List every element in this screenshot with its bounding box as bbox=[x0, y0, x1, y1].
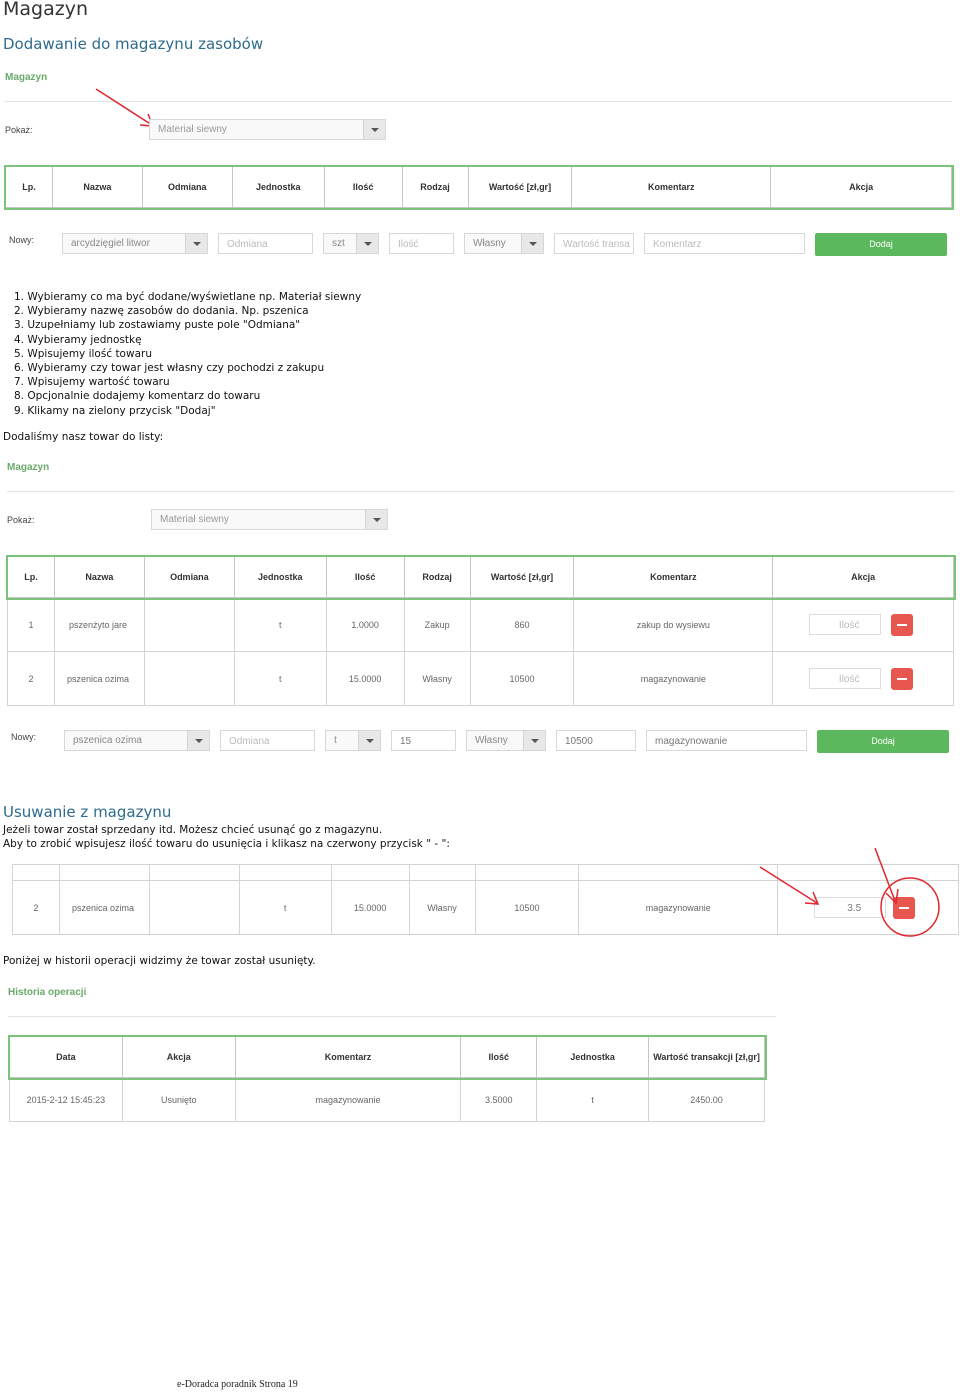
col-variety: Odmiana bbox=[144, 557, 234, 598]
value-input[interactable]: 10500 bbox=[556, 730, 636, 751]
chevron-down-icon bbox=[363, 120, 385, 139]
type-select[interactable] bbox=[466, 730, 546, 751]
warehouse-panel-title: Magazyn bbox=[7, 462, 50, 473]
cell-lp: 1 bbox=[8, 598, 55, 652]
cell-type: Zakup bbox=[404, 598, 470, 652]
chevron-down-icon bbox=[521, 234, 543, 253]
qty-input[interactable]: 15 bbox=[391, 730, 456, 751]
red-arrows-circle-annotation bbox=[755, 845, 955, 940]
variety-input[interactable]: Odmiana bbox=[220, 730, 315, 751]
col-value: Wartość [zł,gr] bbox=[470, 557, 574, 598]
cell-lp: 2 bbox=[8, 652, 55, 706]
col-type: Rodzaj bbox=[404, 557, 470, 598]
chevron-down-icon bbox=[365, 510, 387, 529]
col-unit: Jednostka bbox=[537, 1037, 649, 1078]
resource-type-select[interactable] bbox=[149, 119, 386, 140]
col-unit: Jednostka bbox=[234, 557, 326, 598]
history-table bbox=[9, 1036, 765, 1122]
table-row bbox=[10, 1078, 765, 1122]
type-select[interactable] bbox=[464, 233, 544, 254]
col-action: Akcja bbox=[122, 1037, 235, 1078]
new-row-label: Nowy: bbox=[11, 732, 37, 742]
col-lp: Lp. bbox=[8, 557, 55, 598]
comment-input[interactable]: magazynowanie bbox=[646, 730, 807, 751]
col-value: Wartość [zł,gr] bbox=[468, 167, 572, 208]
type-select-value: Własny bbox=[473, 238, 506, 249]
warehouse-table bbox=[7, 556, 954, 706]
list-item: 9. Klikamy na zielony przycisk "Dodaj" bbox=[14, 404, 216, 417]
section-add-heading: Dodawanie do magazynu zasobów bbox=[3, 35, 264, 53]
unit-select-value: t bbox=[334, 735, 337, 746]
value-input[interactable]: Wartość transa bbox=[554, 233, 634, 254]
cell-comment: magazynowanie bbox=[579, 881, 778, 935]
cell-value: 10500 bbox=[470, 652, 574, 706]
divider bbox=[8, 1016, 776, 1017]
variety-input[interactable]: Odmiana bbox=[218, 233, 313, 254]
resource-type-value: Materiał siewny bbox=[160, 514, 229, 525]
col-comment: Komentarz bbox=[235, 1037, 461, 1078]
table-row bbox=[8, 652, 954, 706]
cell-value: 2450.00 bbox=[649, 1078, 765, 1122]
history-panel-title: Historia operacji bbox=[8, 987, 87, 998]
col-action: Akcja bbox=[771, 167, 952, 208]
chevron-down-icon bbox=[356, 234, 378, 253]
cell-name: pszenica ozima bbox=[59, 881, 149, 935]
cell-comment: magazynowanie bbox=[574, 652, 773, 706]
history-intro-text: Poniżej w historii operacji widzimy że towar został usunięty. bbox=[3, 955, 316, 967]
divider bbox=[7, 491, 954, 492]
cell-type: Własny bbox=[409, 881, 475, 935]
resource-type-select[interactable] bbox=[151, 509, 388, 530]
name-select-value: pszenica ozima bbox=[73, 735, 142, 746]
type-select-value: Własny bbox=[475, 735, 508, 746]
warehouse-panel-title: Magazyn bbox=[5, 72, 48, 83]
remove-button[interactable] bbox=[891, 614, 913, 636]
chevron-down-icon bbox=[523, 731, 545, 750]
cell-variety bbox=[149, 881, 239, 935]
cell-date: 2015-2-12 15:45:23 bbox=[10, 1078, 123, 1122]
col-name: Nazwa bbox=[54, 557, 144, 598]
col-transaction-value: Wartość transakcji [zł,gr] bbox=[649, 1037, 765, 1078]
unit-select[interactable] bbox=[325, 730, 381, 751]
cell-action bbox=[773, 598, 954, 652]
col-type: Rodzaj bbox=[402, 167, 468, 208]
cell-variety bbox=[144, 652, 234, 706]
comment-input[interactable]: Komentarz bbox=[644, 233, 805, 254]
remove-text-line2: Aby to zrobić wpisujesz ilość towaru do usunięcia i klikasz na czerwony przycisk " - ": bbox=[3, 838, 450, 850]
cell-unit: t bbox=[234, 598, 326, 652]
cell-qty: 1.0000 bbox=[326, 598, 404, 652]
name-select[interactable] bbox=[62, 233, 208, 254]
remove-qty-input[interactable]: Ilość bbox=[809, 668, 881, 689]
cell-name: pszenżyto jare bbox=[54, 598, 144, 652]
show-label: Pokaż: bbox=[5, 125, 33, 135]
col-comment: Komentarz bbox=[574, 557, 773, 598]
col-variety: Odmiana bbox=[142, 167, 232, 208]
cell-comment: magazynowanie bbox=[235, 1078, 461, 1122]
list-item: 4. Wybieramy jednostkę bbox=[14, 333, 142, 346]
added-text: Dodaliśmy nasz towar do listy: bbox=[3, 431, 164, 443]
page-footer: e-Doradca poradnik Strona 19 bbox=[177, 1379, 298, 1390]
remove-qty-input[interactable]: Ilość bbox=[809, 614, 881, 635]
chevron-down-icon bbox=[358, 731, 380, 750]
cell-variety bbox=[144, 598, 234, 652]
col-qty: Ilość bbox=[326, 557, 404, 598]
list-item: 6. Wybieramy czy towar jest własny czy pochodzi z zakupu bbox=[14, 362, 325, 375]
cell-unit: t bbox=[234, 652, 326, 706]
qty-input[interactable]: Ilość bbox=[389, 233, 454, 254]
add-button[interactable]: Dodaj bbox=[815, 233, 947, 256]
cell-qty: 15.0000 bbox=[331, 881, 409, 935]
list-item: 3. Uzupełniamy lub zostawiamy puste pole "Odmiana" bbox=[14, 319, 301, 332]
remove-text-line1: Jeżeli towar został sprzedany itd. Możesz chcieć usunąć go z magazynu. bbox=[3, 824, 383, 836]
cell-unit: t bbox=[239, 881, 331, 935]
remove-qty-input[interactable]: 3.5 bbox=[814, 897, 886, 918]
list-item: 2. Wybieramy nazwę zasobów do dodania. Np. pszenica bbox=[14, 305, 309, 318]
cell-value: 860 bbox=[470, 598, 574, 652]
cell-action: Usunięto bbox=[122, 1078, 235, 1122]
list-item: 8. Opcjonalnie dodajemy komentarz do towaru bbox=[14, 390, 261, 403]
cell-action bbox=[773, 652, 954, 706]
cell-lp: 2 bbox=[13, 881, 60, 935]
cell-unit: t bbox=[537, 1078, 649, 1122]
col-lp: Lp. bbox=[6, 167, 53, 208]
cell-type: Własny bbox=[404, 652, 470, 706]
show-label: Pokaż: bbox=[7, 515, 35, 525]
name-select[interactable] bbox=[64, 730, 210, 751]
name-select-value: arcydzięgiel litwor bbox=[71, 238, 150, 249]
col-unit: Jednostka bbox=[232, 167, 324, 208]
unit-select[interactable] bbox=[323, 233, 379, 254]
unit-select-value: szt bbox=[332, 238, 345, 249]
col-qty: Ilość bbox=[461, 1037, 537, 1078]
list-item: 5. Wpisujemy ilość towaru bbox=[14, 347, 152, 360]
section-remove-heading: Usuwanie z magazynu bbox=[3, 803, 172, 821]
col-date: Data bbox=[10, 1037, 123, 1078]
remove-button[interactable] bbox=[891, 668, 913, 690]
warehouse-table-header bbox=[5, 166, 952, 208]
col-name: Nazwa bbox=[52, 167, 142, 208]
cell-value: 10500 bbox=[475, 881, 579, 935]
add-button[interactable]: Dodaj bbox=[817, 730, 949, 753]
cell-qty: 15.0000 bbox=[326, 652, 404, 706]
page-title: Magazyn bbox=[3, 0, 88, 20]
new-row-label: Nowy: bbox=[9, 235, 35, 245]
cell-name: pszenica ozima bbox=[54, 652, 144, 706]
list-item: 7. Wpisujemy wartość towaru bbox=[14, 376, 170, 389]
col-comment: Komentarz bbox=[572, 167, 771, 208]
resource-type-value: Materiał siewny bbox=[158, 124, 227, 135]
cell-qty: 3.5000 bbox=[461, 1078, 537, 1122]
chevron-down-icon bbox=[185, 234, 207, 253]
steps-list bbox=[14, 290, 361, 418]
table-row bbox=[8, 598, 954, 652]
cell-comment: zakup do wysiewu bbox=[574, 598, 773, 652]
chevron-down-icon bbox=[187, 731, 209, 750]
col-qty: Ilość bbox=[324, 167, 402, 208]
col-action: Akcja bbox=[773, 557, 954, 598]
list-item: 1. Wybieramy co ma być dodane/wyświetlane np. Materiał siewny bbox=[14, 291, 362, 303]
